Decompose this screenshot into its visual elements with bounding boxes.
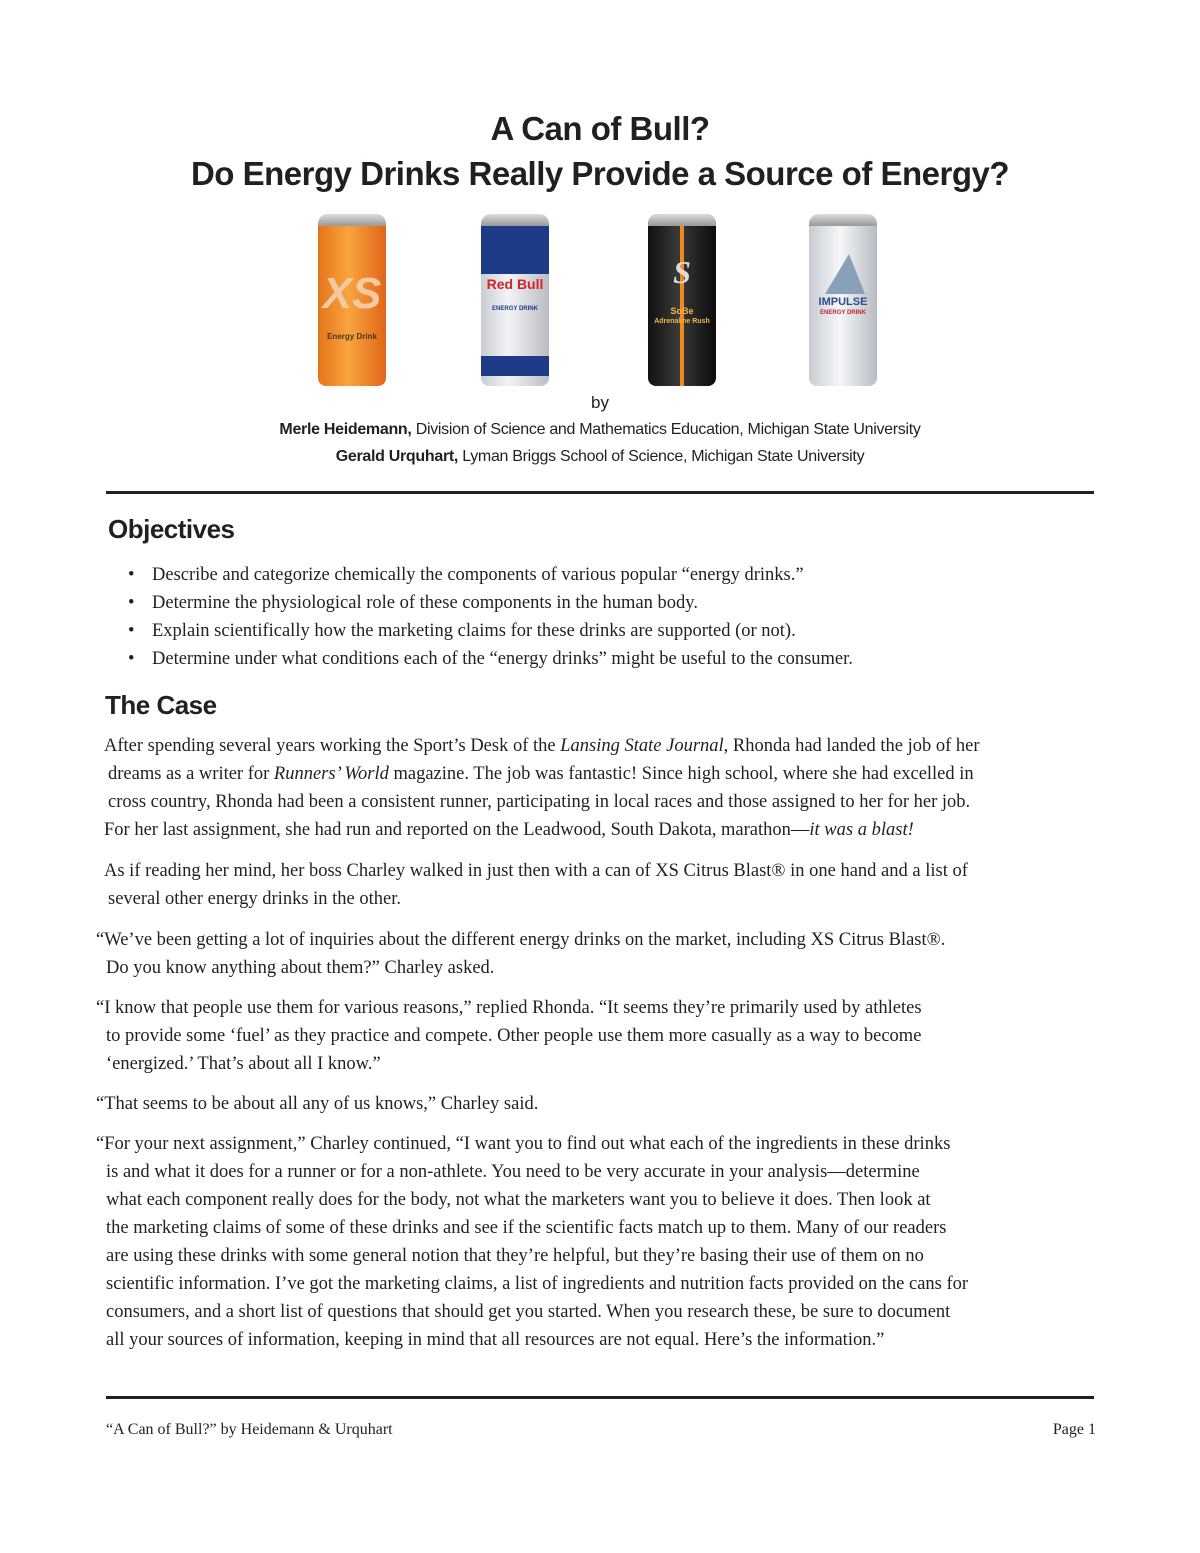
can-sublabel: ENERGY DRINK [492, 306, 538, 312]
bullet: • [128, 649, 135, 669]
text: ‘energized.’ That’s about all I know.” [106, 1054, 381, 1074]
energy-drink-cans [0, 214, 1200, 390]
text: For her last assignment, she had run and reported on the Leadwood, South Dakota, marathon— [104, 820, 810, 840]
text: consumers, and a short list of questions that should get you started. When you research these, be sure to document [106, 1302, 951, 1322]
objective-text: Determine under what conditions each of the “energy drinks” might be useful to the consumer. [152, 649, 853, 669]
objective-text: Describe and categorize chemically the components of various popular “energy drinks.” [152, 565, 804, 585]
case-paragraph-5 [96, 1090, 1096, 1118]
list-item [128, 617, 853, 645]
list-item [128, 561, 853, 589]
text: cross country, Rhonda had been a consistent runner, participating in local races and those assigned to her for her job. [108, 792, 971, 812]
can-label: SoBe [670, 306, 694, 316]
author-name: Merle Heidemann, [279, 421, 412, 438]
text: “We’ve been getting a lot of inquiries about the different energy drinks on the market, including XS Citrus Blast®. [96, 930, 946, 950]
can-sublabel: ENERGY DRINK [820, 310, 866, 316]
text: magazine. The job was fantastic! Since high school, where she had excelled in [388, 764, 974, 784]
page-number: Page 1 [1052, 1421, 1096, 1438]
case-paragraph-1 [104, 732, 1104, 844]
text: Do you know anything about them?” Charley asked. [106, 958, 495, 978]
case-paragraph-3 [96, 926, 1096, 982]
text: “I know that people use them for various reasons,” replied Rhonda. “It seems they’re primarily used by athletes [96, 998, 922, 1018]
byline: by [591, 393, 609, 412]
text: are using these drinks with some general notion that they’re helpful, but they’re basing their use of them on no [106, 1246, 924, 1266]
bullet: • [128, 593, 135, 613]
red-bull-can-image [481, 214, 549, 386]
impulse-can-image [809, 214, 877, 386]
text: After spending several years working the Sport’s Desk of the [104, 736, 561, 756]
title-line-2: Do Energy Drinks Really Provide a Source of Energy? [190, 155, 1010, 192]
text: several other energy drinks in the other. [108, 889, 402, 909]
objective-text: Determine the physiological role of these components in the human body. [152, 593, 698, 613]
text: to provide some ‘fuel’ as they practice and compete. Other people use them more casually as a way to become [106, 1026, 922, 1046]
text: “For your next assignment,” Charley continued, “I want you to find out what each of the ingredients in these drinks [96, 1134, 951, 1154]
text: the marketing claims of some of these drinks and see if the scientific facts match up to them. Many of our readers [106, 1218, 947, 1238]
text: “That seems to be about all any of us knows,” Charley said. [96, 1094, 539, 1114]
emphasis: it was a blast! [809, 820, 914, 840]
author-1 [0, 421, 1200, 439]
objectives-list [128, 561, 853, 673]
can-sublabel: Adrenaline Rush [654, 318, 710, 325]
title-line-1: A Can of Bull? [490, 110, 710, 147]
xs-can-image [318, 214, 386, 386]
objectives-heading: Objectives [108, 514, 235, 544]
sobe-can-image: S SoBe Adrenaline Rush [648, 214, 716, 386]
author-name: Gerald Urquhart, [335, 448, 459, 465]
publication-title: Runners’ World [273, 764, 389, 784]
list-item [128, 645, 853, 673]
text: , Rhonda had landed the job of her [723, 736, 980, 756]
author-affiliation: Lyman Briggs School of Science, Michigan State University [458, 448, 865, 465]
objective-text: Explain scientifically how the marketing claims for these drinks are supported (or not). [152, 621, 796, 641]
bullet: • [128, 621, 135, 641]
can-label: Red Bull [486, 276, 544, 292]
case-paragraph-6 [96, 1130, 1096, 1354]
case-heading: The Case [105, 690, 217, 720]
footer-divider [106, 1396, 1094, 1399]
case-paragraph-2 [104, 857, 1104, 913]
can-sublabel: Energy Drink [327, 332, 377, 341]
text: what each component really does for the body, not what the marketers want you to believe it does. Then look at [106, 1190, 931, 1210]
header-divider [106, 491, 1094, 494]
text: is and what it does for a runner or for a non-athlete. You need to be very accurate in your analysis—determine [106, 1162, 920, 1182]
can-label: XS [322, 269, 382, 318]
footer-citation: “A Can of Bull?” by Heidemann & Urquhart [106, 1421, 393, 1438]
bullet: • [128, 565, 135, 585]
publication-title: Lansing State Journal [560, 736, 724, 756]
author-2 [0, 448, 1200, 466]
list-item [128, 589, 853, 617]
case-paragraph-4 [96, 994, 1096, 1078]
can-label: IMPULSE [818, 296, 868, 308]
text: scientific information. I’ve got the marketing claims, a list of ingredients and nutrition facts provided on the cans for [106, 1274, 969, 1294]
text: As if reading her mind, her boss Charley walked in just then with a can of XS Citrus Blast® in one hand and a list of [104, 861, 968, 881]
text: all your sources of information, keeping in mind that all resources are not equal. Here’s the information.” [106, 1330, 885, 1350]
author-affiliation: Division of Science and Mathematics Education, Michigan State University [411, 421, 921, 438]
text: dreams as a writer for [108, 764, 274, 784]
